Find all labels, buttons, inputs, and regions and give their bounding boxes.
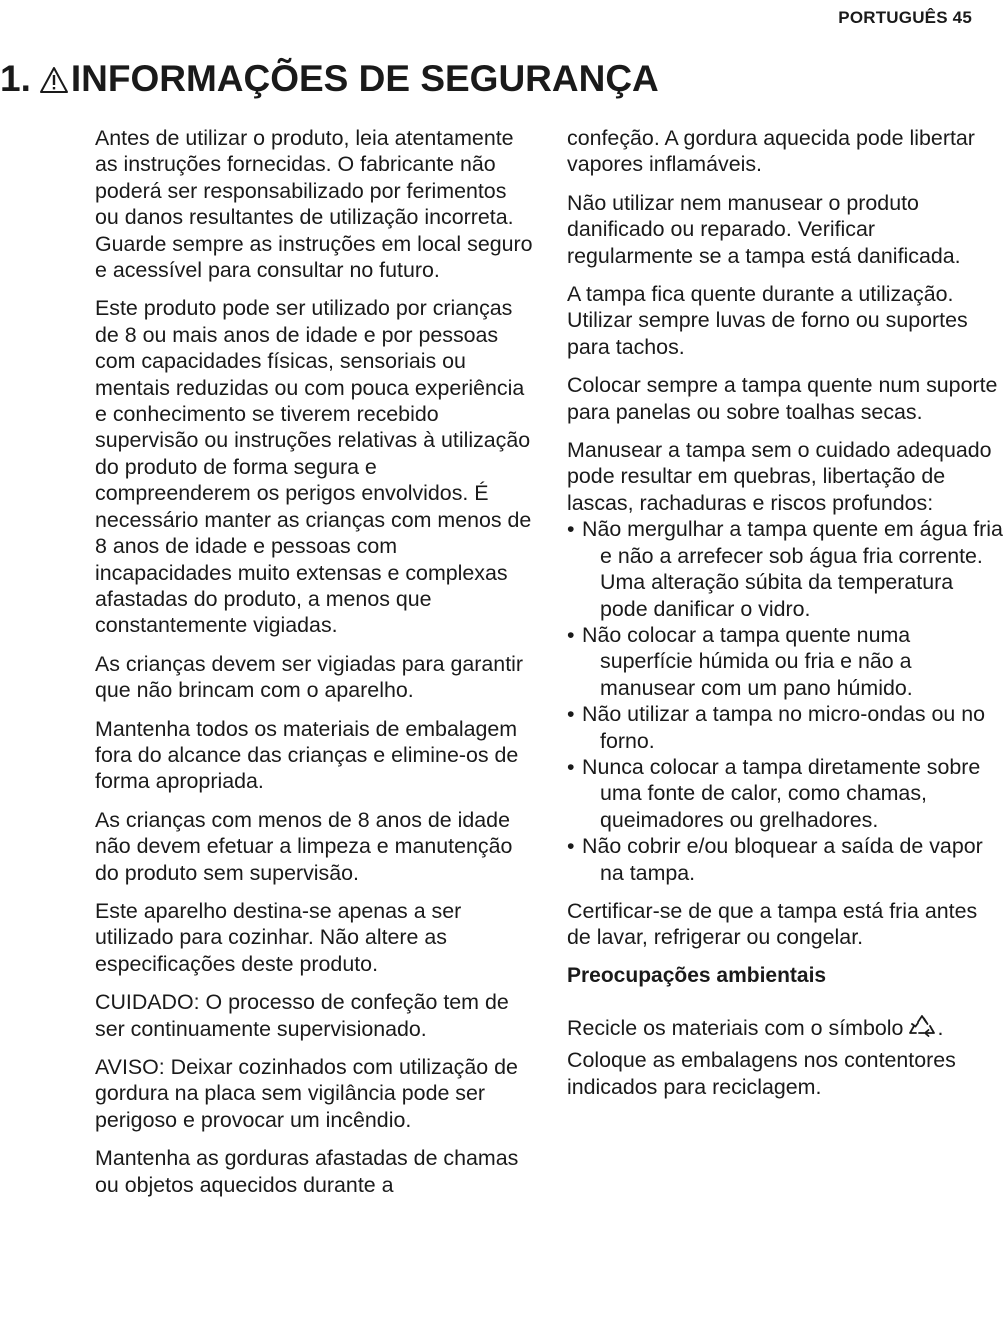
right-column (567, 125, 1003, 1112)
paragraph: A tampa fica quente durante a utilização. Utilizar sempre luvas de forno ou suportes para tachos. (567, 282, 968, 359)
list-item (567, 516, 1003, 622)
list-item-text: Não cobrir e/ou bloquear a saída de vapor na tampa. (582, 834, 983, 885)
list-item-text: Não mergulhar a tampa quente em água fria e não a arrefecer sob água fria corrente. Uma alteração súbita da temperatura pode danificar o vidro. (582, 517, 1003, 621)
section-number: 1. (0, 58, 31, 99)
section-title-text: INFORMAÇÕES DE SEGURANÇA (70, 58, 659, 99)
bullet-marker: • (567, 834, 575, 859)
environment-heading: Preocupações ambientais (567, 963, 827, 987)
paragraph: Não utilizar nem manusear o produto danificado ou reparado. Verificar regularmente se a tampa está danificada. (567, 190, 961, 268)
paragraph: Este aparelho destina-se apenas a ser utilizado para cozinhar. Não altere as especificações deste produto. (95, 898, 462, 976)
paragraph: Colocar sempre a tampa quente num suporte para panelas ou sobre toalhas secas. (567, 373, 998, 424)
warning-triangle-icon (39, 61, 69, 103)
list-item-text: Nunca colocar a tampa diretamente sobre uma fonte de calor, como chamas, queimadores ou grelhadores. (582, 754, 981, 832)
bullet-list (567, 516, 1003, 886)
paragraph: Este produto pode ser utilizado por crianças de 8 ou mais anos de idade e por pessoas com capacidades físicas, sensoriais ou mentais reduzidas ou com pouca experiência e conhecimento se tiverem recebido supervisão ou instruções relativas à utilização do produto de forma segura e compreenderem os perigos envolvidos. É necessário manter as crianças com menos de 8 anos de idade e pessoas com incapacidades muito extensas e complexas afastadas do produto, a menos que constantemente vigiadas. (95, 296, 532, 638)
left-column (95, 125, 535, 1210)
paragraph: Antes de utilizar o produto, leia atentamente as instruções fornecidas. O fabricante não poderá ser responsabilizado por ferimentos ou danos resultantes de utilização incorreta. Guarde sempre as instruções em local seguro e acessível para consultar no futuro. (95, 126, 533, 283)
paragraph: As crianças com menos de 8 anos de idade não devem efetuar a limpeza e manutenção do produto sem supervisão. (95, 807, 513, 885)
paragraph: Mantenha todos os materiais de embalagem fora do alcance das crianças e elimine-os de forma apropriada. (95, 716, 519, 794)
section-title (0, 58, 659, 103)
list-item-text: Não utilizar a tampa no micro-ondas ou no forno. (582, 702, 986, 753)
recycle-text-before: Recicle os materiais com o símbolo (567, 1015, 904, 1040)
list-item (567, 622, 1003, 701)
paragraph: Manusear a tampa sem o cuidado adequado pode resultar em quebras, libertação de lascas, rachaduras e riscos profundos: (567, 438, 992, 515)
paragraph: Mantenha as gorduras afastadas de chamas ou objetos aquecidos durante a (95, 1146, 519, 1197)
paragraph: AVISO: Deixar cozinhados com utilização de gordura na placa sem vigilância pode ser perigoso e provocar um incêndio. (95, 1055, 518, 1132)
page-header-label: PORTUGUÊS 45 (838, 8, 972, 27)
paragraph: As crianças devem ser vigiadas para garantir que não brincam com o aparelho. (95, 651, 524, 703)
paragraph: CUIDADO: O processo de confeção tem de ser continuamente supervisionado. (95, 990, 509, 1041)
list-item (567, 833, 1003, 886)
bullet-marker: • (567, 754, 575, 779)
list-item-text: Não colocar a tampa quente numa superfície húmida ou fria e não a manusear com um pano húmido. (582, 622, 913, 700)
bullet-marker: • (567, 517, 575, 542)
recycle-paragraph (567, 1013, 1003, 1100)
bullet-marker: • (567, 622, 575, 647)
list-item (567, 701, 1003, 754)
paragraph: Certificar-se de que a tampa está fria antes de lavar, refrigerar ou congelar. (567, 898, 978, 950)
recycle-icon (907, 1013, 937, 1047)
paragraph: confeção. A gordura aquecida pode libertar vapores inflamáveis. (567, 126, 975, 177)
recycle-text-after: . Coloque as embalagens nos contentores indicados para reciclagem. (567, 1015, 956, 1099)
bullet-marker: • (567, 702, 575, 727)
list-item (567, 754, 1003, 833)
